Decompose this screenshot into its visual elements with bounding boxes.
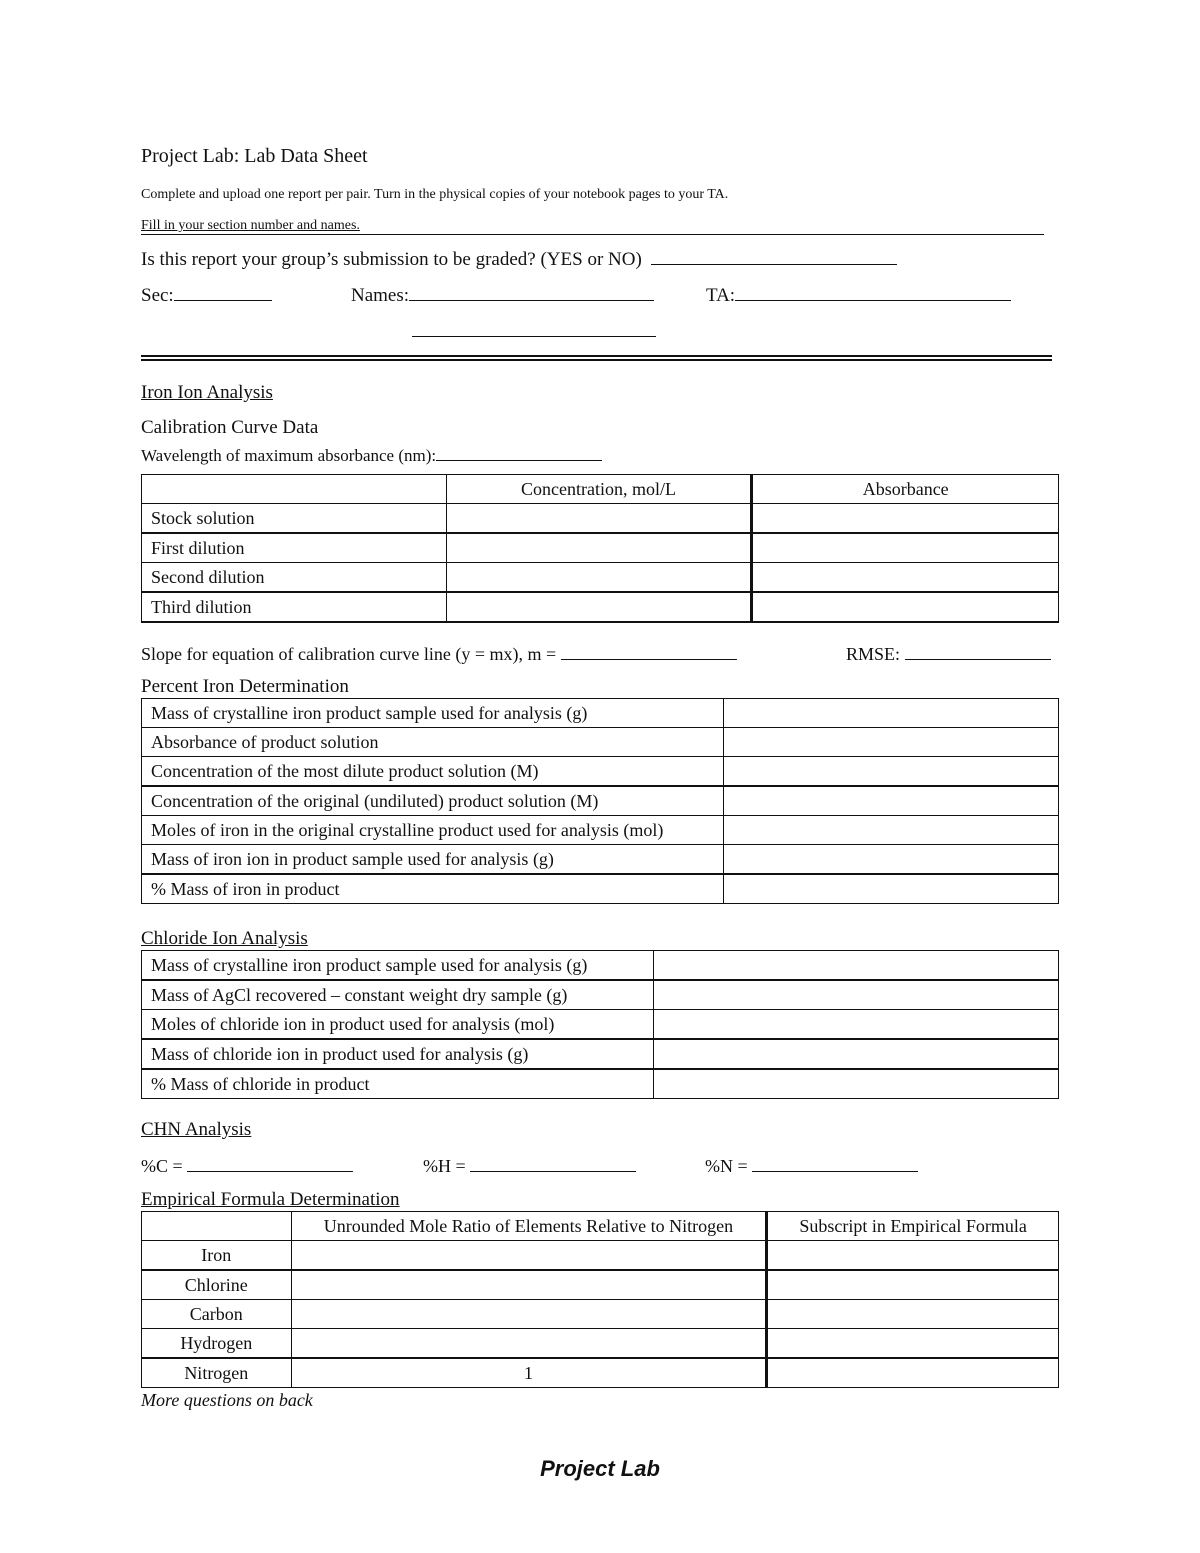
- table-row: [142, 504, 1059, 534]
- input-cell[interactable]: [752, 533, 1059, 563]
- table-row: [142, 1069, 1059, 1099]
- row-label: Mass of iron ion in product sample used for analysis (g): [142, 845, 724, 875]
- input-cell[interactable]: [723, 699, 1058, 728]
- calibration-heading: Calibration Curve Data: [141, 417, 319, 438]
- hydrogen-row: [423, 1153, 636, 1177]
- instructions-text: Complete and upload one report per pair. Turn in the physical copies of your notebook pages to your TA.: [141, 187, 729, 202]
- table-row: [142, 845, 1059, 875]
- table-row: [142, 816, 1059, 845]
- element-label: Carbon: [142, 1300, 292, 1329]
- subscript-cell[interactable]: [767, 1300, 1059, 1329]
- ratio-cell[interactable]: [291, 1270, 767, 1300]
- table-row: [142, 1270, 1059, 1300]
- table-row: [142, 951, 1059, 981]
- divider-top: [141, 355, 1052, 357]
- input-cell[interactable]: [653, 980, 1058, 1010]
- input-cell[interactable]: [653, 1069, 1058, 1099]
- empirical-heading: Empirical Formula Determination: [141, 1189, 400, 1210]
- nitrogen-row: [705, 1153, 918, 1177]
- input-cell[interactable]: [723, 845, 1058, 875]
- table-row: [142, 1241, 1059, 1271]
- table-row: [142, 728, 1059, 757]
- input-cell[interactable]: [723, 728, 1058, 757]
- table-row: [142, 1358, 1059, 1388]
- nitrogen-label: %N =: [705, 1156, 748, 1176]
- submission-question: Is this report your group’s submission to be graded? (YES or NO): [141, 249, 642, 270]
- row-label: Moles of chloride ion in product used for analysis (mol): [142, 1010, 654, 1040]
- element-label: Chlorine: [142, 1270, 292, 1300]
- percent-iron-table: [141, 698, 1059, 904]
- subscript-cell[interactable]: [767, 1270, 1059, 1300]
- table-row: [142, 874, 1059, 904]
- input-cell[interactable]: [446, 592, 752, 622]
- input-cell[interactable]: [723, 874, 1058, 904]
- row-label: Absorbance of product solution: [142, 728, 724, 757]
- percent-iron-heading: Percent Iron Determination: [141, 676, 349, 697]
- fill-in-label: Fill in your section number and names.: [141, 218, 360, 233]
- ta-field-row: [706, 282, 1011, 307]
- input-cell[interactable]: [446, 533, 752, 563]
- table-header-cell: Unrounded Mole Ratio of Elements Relative to Nitrogen: [291, 1212, 767, 1241]
- empirical-table: [141, 1211, 1059, 1388]
- input-cell[interactable]: [446, 563, 752, 593]
- table-row: [142, 563, 1059, 593]
- table-row: [142, 533, 1059, 563]
- slope-row: [141, 641, 737, 665]
- table-row: [142, 699, 1059, 728]
- subscript-cell[interactable]: [767, 1241, 1059, 1271]
- iron-ion-heading: Iron Ion Analysis: [141, 382, 273, 403]
- table-row: [142, 1010, 1059, 1040]
- wavelength-label: Wavelength of maximum absorbance (nm):: [141, 446, 437, 465]
- hydrogen-label: %H =: [423, 1156, 466, 1176]
- element-label: Iron: [142, 1241, 292, 1271]
- chn-heading: CHN Analysis: [141, 1119, 252, 1140]
- more-questions-note: More questions on back: [141, 1390, 313, 1410]
- row-label: Moles of iron in the original crystalline product used for analysis (mol): [142, 816, 724, 845]
- carbon-row: [141, 1153, 353, 1177]
- row-label: Concentration of the original (undiluted) product solution (M): [142, 786, 724, 816]
- input-cell[interactable]: [653, 1010, 1058, 1040]
- row-label: First dilution: [142, 533, 447, 563]
- table-row: [142, 1329, 1059, 1359]
- table-row: [142, 757, 1059, 787]
- ta-label: TA:: [706, 285, 736, 306]
- input-cell[interactable]: [723, 786, 1058, 816]
- input-cell[interactable]: [723, 816, 1058, 845]
- page-title: Project Lab: Lab Data Sheet: [141, 145, 368, 167]
- row-label: Mass of AgCl recovered – constant weight dry sample (g): [142, 980, 654, 1010]
- row-label: % Mass of chloride in product: [142, 1069, 654, 1099]
- nitrogen-input[interactable]: [752, 1153, 918, 1172]
- subscript-cell[interactable]: [767, 1358, 1059, 1388]
- table-header-cell: [142, 475, 447, 504]
- row-label: Mass of crystalline iron product sample used for analysis (g): [142, 699, 724, 728]
- carbon-label: %C =: [141, 1156, 183, 1176]
- row-label: Mass of crystalline iron product sample used for analysis (g): [142, 951, 654, 981]
- chloride-table: [141, 950, 1059, 1099]
- slope-label: Slope for equation of calibration curve line (y = mx), m =: [141, 644, 557, 664]
- row-label: Second dilution: [142, 563, 447, 593]
- row-label: Third dilution: [142, 592, 447, 622]
- table-row: [142, 786, 1059, 816]
- empirical-header-row: [142, 1212, 1059, 1241]
- rmse-label: RMSE:: [846, 644, 901, 664]
- table-row: [142, 1039, 1059, 1069]
- subscript-cell[interactable]: [767, 1329, 1059, 1359]
- ratio-cell[interactable]: [291, 1300, 767, 1329]
- rmse-row: [846, 641, 1051, 665]
- hydrogen-input[interactable]: [470, 1153, 636, 1172]
- table-header-cell: Absorbance: [752, 475, 1059, 504]
- row-label: Mass of chloride ion in product used for analysis (g): [142, 1039, 654, 1069]
- rmse-input[interactable]: [905, 641, 1051, 660]
- input-cell[interactable]: [446, 504, 752, 534]
- carbon-input[interactable]: [187, 1153, 353, 1172]
- sec-input[interactable]: [174, 282, 272, 301]
- calibration-header-row: [142, 475, 1059, 504]
- slope-input[interactable]: [561, 641, 737, 660]
- sec-field-row: [141, 282, 272, 307]
- fill-in-row: [141, 218, 1044, 235]
- table-row: [142, 980, 1059, 1010]
- calibration-table: [141, 474, 1059, 623]
- names-input-1[interactable]: [409, 282, 654, 301]
- table-row: [142, 1300, 1059, 1329]
- table-header-cell: [142, 1212, 292, 1241]
- row-label: % Mass of iron in product: [142, 874, 724, 904]
- row-label: Concentration of the most dilute product solution (M): [142, 757, 724, 787]
- submission-answer-field[interactable]: [651, 246, 897, 265]
- table-row: [142, 592, 1059, 622]
- element-label: Hydrogen: [142, 1329, 292, 1359]
- ratio-cell[interactable]: 1: [291, 1358, 767, 1388]
- ta-input[interactable]: [735, 282, 1011, 301]
- submission-row: [141, 246, 897, 271]
- input-cell[interactable]: [653, 951, 1058, 981]
- chloride-heading: Chloride Ion Analysis: [141, 928, 308, 949]
- table-header-cell: Subscript in Empirical Formula: [767, 1212, 1059, 1241]
- ratio-cell[interactable]: [291, 1329, 767, 1359]
- page-footer: Project Lab: [540, 1456, 660, 1481]
- row-label: Stock solution: [142, 504, 447, 534]
- wavelength-input[interactable]: [436, 442, 602, 461]
- input-cell[interactable]: [752, 563, 1059, 593]
- wavelength-row: [141, 442, 602, 466]
- input-cell[interactable]: [653, 1039, 1058, 1069]
- sec-label: Sec:: [141, 285, 174, 306]
- element-label: Nitrogen: [142, 1358, 292, 1388]
- names-field-row: [351, 282, 654, 307]
- divider-bottom: [141, 359, 1052, 361]
- input-cell[interactable]: [752, 592, 1059, 622]
- input-cell[interactable]: [752, 504, 1059, 534]
- names-input-2[interactable]: [412, 320, 656, 337]
- table-header-cell: Concentration, mol/L: [446, 475, 752, 504]
- names-label: Names:: [351, 285, 410, 306]
- input-cell[interactable]: [723, 757, 1058, 787]
- ratio-cell[interactable]: [291, 1241, 767, 1271]
